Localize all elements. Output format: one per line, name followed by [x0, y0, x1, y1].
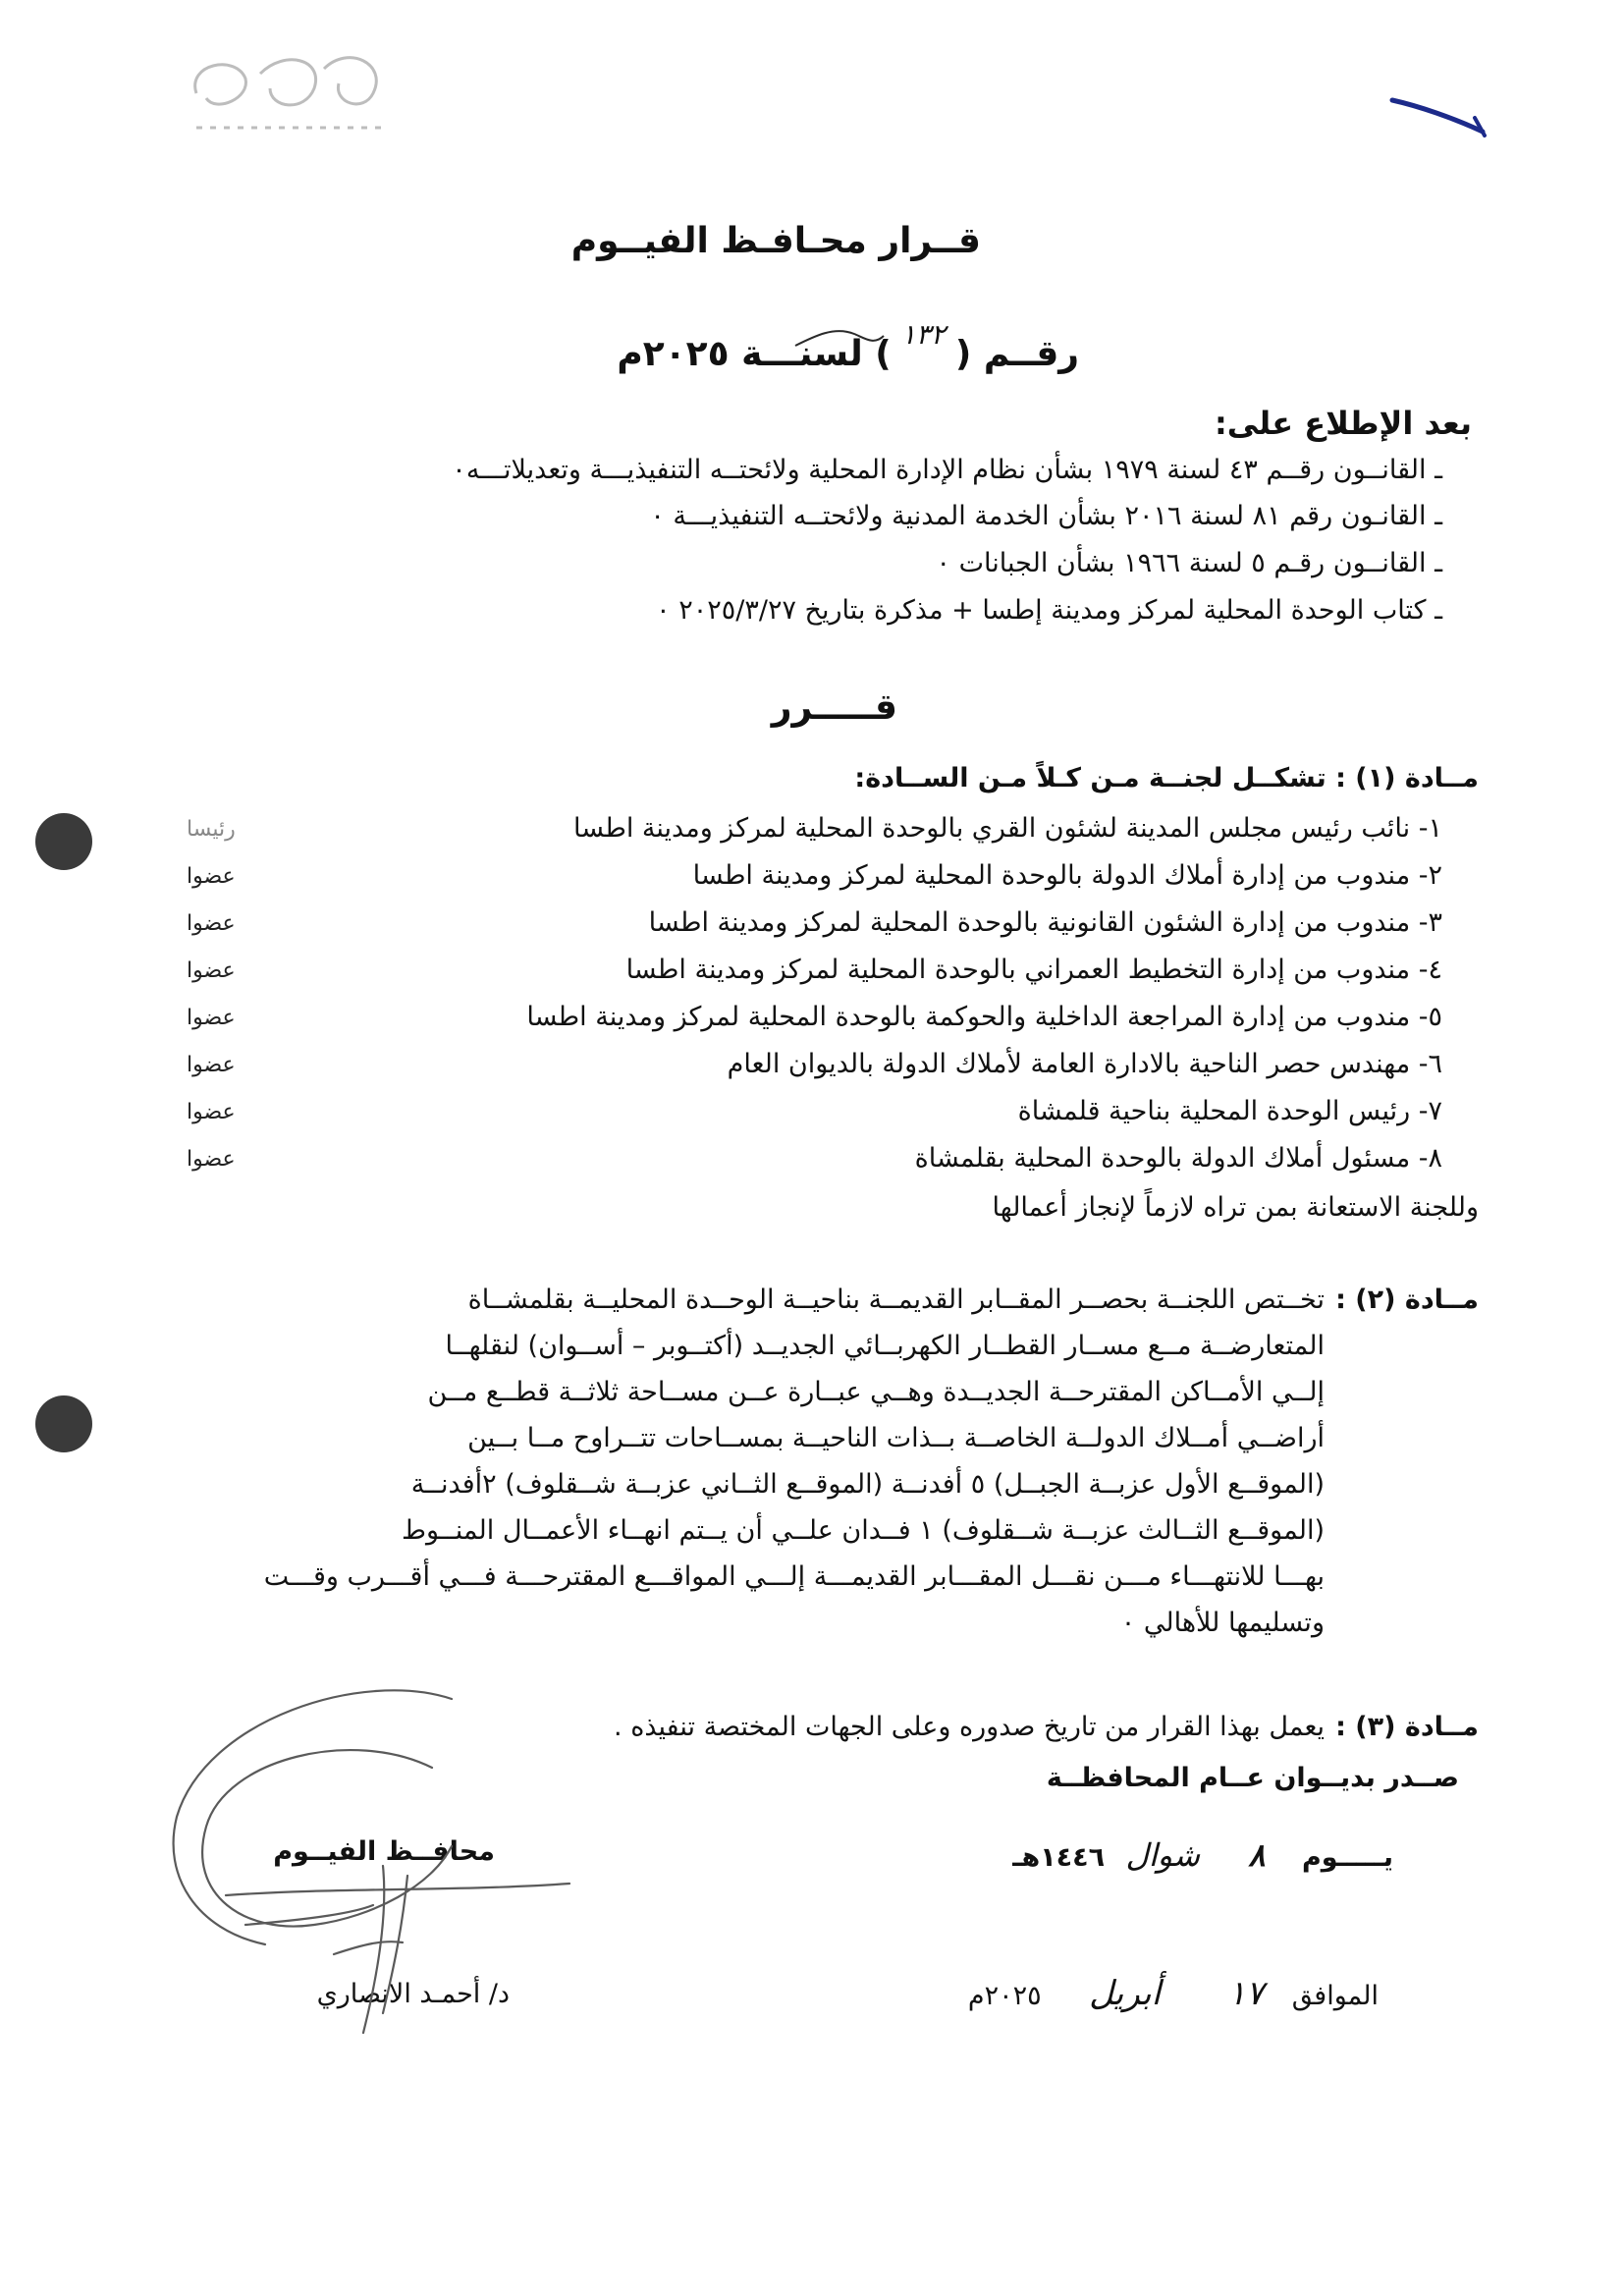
article-2-heading: مــادة (٢) :: [1335, 1285, 1479, 1315]
gregorian-label: الموافق: [1291, 1981, 1379, 2011]
gregorian-day: ١٧: [1227, 1974, 1265, 2013]
preamble-item: ـ القانــون رقــم ٤٣ لسنة ١٩٧٩ بشأن نظام الإدارة المحلية ولائحتــه التنفيذيـــة وتعديلاتـــه٠: [452, 455, 1442, 485]
committee-member: ٦- مهندس حصر الناحية بالادارة العامة لأملاك الدولة بالديوان العام: [727, 1049, 1442, 1079]
committee-member: ١- نائب رئيس مجلس المدينة لشئون القري بالوحدة المحلية لمركز ومدينة اطسا: [573, 813, 1442, 844]
article-2-line: تخــتص اللجنــة بحصــر المقــابر القديمــة بناحيــة الوحــدة المحليــة بقلمشــاة: [467, 1285, 1325, 1315]
hijri-date: [1012, 1836, 1393, 1874]
hijri-day: ٨: [1248, 1836, 1266, 1874]
preamble-item: ـ القانــون رقـم ٥ لسنة ١٩٦٦ بشأن الجبانات ٠: [936, 548, 1442, 578]
punch-hole-top: [35, 813, 92, 870]
hijri-label: يـــــوم: [1302, 1842, 1393, 1873]
decision-number: ١٣٢: [900, 318, 946, 351]
article-2-line: (الموقــع الثــالث عزبــة شــقلوف) ١ فــدان علــي أن يــتم انهــاء الأعمــال المنــوط: [402, 1515, 1325, 1546]
governor-title: محافــظ الفيــوم: [273, 1836, 495, 1867]
article-2-line: وتسليمها للأهالي ٠: [1120, 1608, 1325, 1638]
committee-member: ٥- مندوب من إدارة المراجعة الداخلية والحوكمة بالوحدة المحلية لمركز ومدينة اطسا: [526, 1002, 1442, 1032]
decision-number-line: [617, 318, 1079, 374]
member-role: عضوا: [187, 1053, 236, 1077]
member-role: عضوا: [187, 958, 236, 983]
gregorian-date: [968, 1974, 1379, 2013]
pen-mark: [1384, 88, 1492, 147]
committee-member: ٧- رئيس الوحدة المحلية بناحية قلمشاة: [1017, 1096, 1442, 1126]
hijri-month: شوال: [1125, 1836, 1200, 1874]
preamble-item: ـ كتاب الوحدة المحلية لمركز ومدينة إطسا + مذكرة بتاريخ ٢٠٢٥/٣/٢٧ ٠: [656, 595, 1442, 626]
article-3-text: يعمل بهذا القرار من تاريخ صدوره وعلى الجهات المختصة تنفيذه .: [614, 1712, 1325, 1742]
committee-member: ٣- مندوب من إدارة الشئون القانونية بالوحدة المحلية لمركز ومدينة اطسا: [648, 907, 1442, 938]
punch-hole-bottom: [35, 1395, 92, 1452]
decision-title: قــرار محـافـظ الفيــوم: [570, 221, 981, 261]
article-1-heading: مــادة (١) : تشكــل لجنــة مـن كـلاً مـن الســادة:: [854, 763, 1479, 793]
number-suffix: ) لسنـــة ٢٠٢٥م: [617, 334, 892, 374]
article-3-heading: مــادة (٣) :: [1335, 1712, 1479, 1742]
committee-member: ٢- مندوب من إدارة أملاك الدولة بالوحدة المحلية لمركز ومدينة اطسا: [692, 860, 1442, 891]
member-role: عضوا: [187, 1006, 236, 1030]
preamble-item: ـ القانـون رقم ٨١ لسنة ٢٠١٦ بشأن الخدمة المدنية ولائحتــه التنفيذيـــة ٠: [650, 501, 1442, 531]
stamp-logo: [177, 34, 403, 162]
member-role: عضوا: [187, 1147, 236, 1172]
article-2-line: أراضــي أمــلاك الدولــة الخاصــة بــذات الناحيــة بمســاحات تتــراوح مــا بــين: [467, 1423, 1325, 1453]
issued-at: صــدر بديــوان عــام المحافظــة: [1046, 1763, 1459, 1793]
member-role: عضوا: [187, 864, 236, 889]
preamble-heading: بعد الإطلاع على:: [1214, 405, 1472, 442]
member-role: عضوا: [187, 1100, 236, 1124]
committee-member: ٨- مسئول أملاك الدولة بالوحدة المحلية بقلمشاة: [914, 1143, 1442, 1174]
governor-name: د/ أحمـد الانصاري: [316, 1979, 510, 2009]
gregorian-year: ٢٠٢٥م: [967, 1981, 1042, 2011]
member-role: رئيسا: [187, 817, 236, 842]
member-role: عضوا: [187, 911, 236, 936]
committee-member: ٤- مندوب من إدارة التخطيط العمراني بالوحدة المحلية لمركز ومدينة اطسا: [625, 955, 1442, 985]
decision-heading: قـــــرر: [771, 687, 897, 728]
number-prefix: رقــم (: [954, 334, 1079, 374]
gregorian-month: أبريل: [1089, 1974, 1162, 2013]
article-1-closing: وللجنة الاستعانة بمن تراه لازماً لإنجاز أعمالها: [992, 1192, 1479, 1223]
hijri-year: ١٤٤٦هـ: [1012, 1842, 1106, 1873]
article-2-line: إلــي الأمــاكن المقترحــة الجديــدة وهــي عبــارة عــن مســاحة ثلاثــة قطــع مــن: [427, 1377, 1325, 1407]
article-2-line: المتعارضــة مــع مســار القطــار الكهربــائي الجديــد (أكتــوبر – أســوان) لنقلهــا: [445, 1331, 1325, 1361]
article-2-line: (الموقــع الأول عزبــة الجبــل) ٥ أفدنــة (الموقــع الثــاني عزبــة شــقلوف) ٢أفدنــة: [410, 1469, 1325, 1500]
article-2-line: بهـــا للانتهـــاء مـــن نقـــل المقـــابر القديمـــة إلـــي المواقـــع المقترحـــة فـــي أقـــرب وقـــت: [263, 1561, 1325, 1592]
